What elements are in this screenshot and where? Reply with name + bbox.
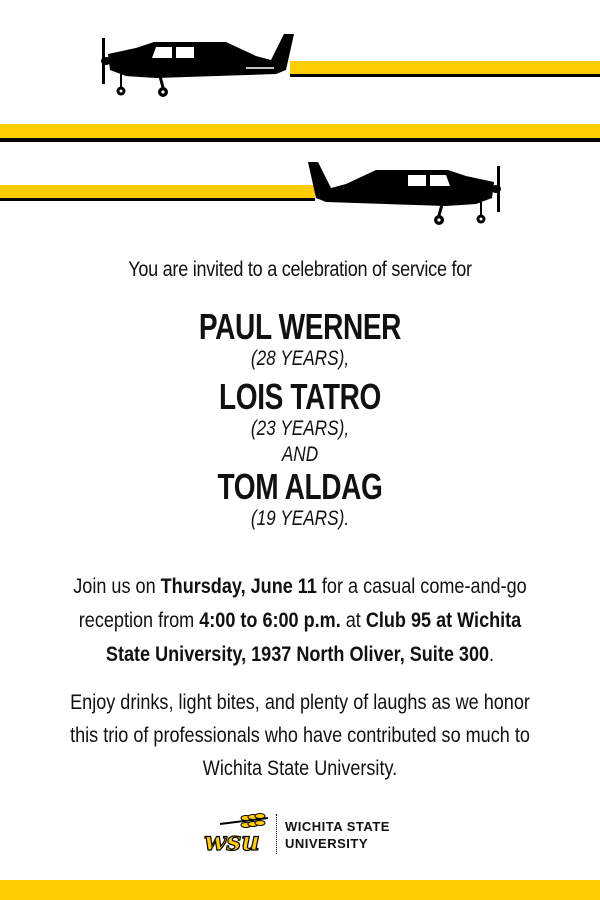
event-details [59,570,541,672]
invitation-intro: You are invited to a celebration of service for [128,258,472,281]
honoree-list [0,308,600,532]
event-time: 4:00 to 6:00 p.m. [199,609,341,632]
top-plane-trail-black [290,74,600,77]
event-date: Thursday, June 11 [160,575,317,598]
honoree-years: (28 YEARS), [250,347,350,370]
logo-divider [276,814,278,854]
separator-stripe-black [0,138,600,142]
wordmark-line-1: WICHITA STATE [285,819,390,834]
top-plane-trail-yellow [290,61,600,74]
wsu-logo [202,812,270,856]
event-venue: Club 95 at Wichita State University, 1937 North Oliver, Suite 300 [105,609,522,666]
wheat-icon [220,814,268,828]
honoree-name: LOIS TATRO [219,376,381,417]
honoree-years: (19 YEARS). [250,507,350,530]
details-text: Join us on [73,575,161,598]
conjunction-text: AND [281,443,319,466]
details-text: . [489,643,495,666]
airplane-icon [96,30,296,100]
wordmark-line-2: UNIVERSITY [285,836,369,851]
airplane-icon [302,158,506,228]
footer-stripe-yellow [0,880,600,900]
honoree-years: (23 YEARS), [250,417,350,440]
details-text: for a casual come-and-go reception from [78,575,527,632]
university-wordmark [285,818,390,852]
honoree-name: PAUL WERNER [198,306,402,347]
honoree-name: TOM ALDAG [217,466,383,507]
separator-stripe-yellow [0,124,600,138]
bottom-plane-trail-yellow [0,185,315,198]
bottom-plane-trail-black [0,198,315,201]
closing-paragraph: Enjoy drinks, light bites, and plenty of laughs as we honor this trio of professionals who have contributed so much to Wichita State University. [70,691,530,780]
logo-mark: wsu [204,827,260,856]
details-text: at [340,609,366,632]
